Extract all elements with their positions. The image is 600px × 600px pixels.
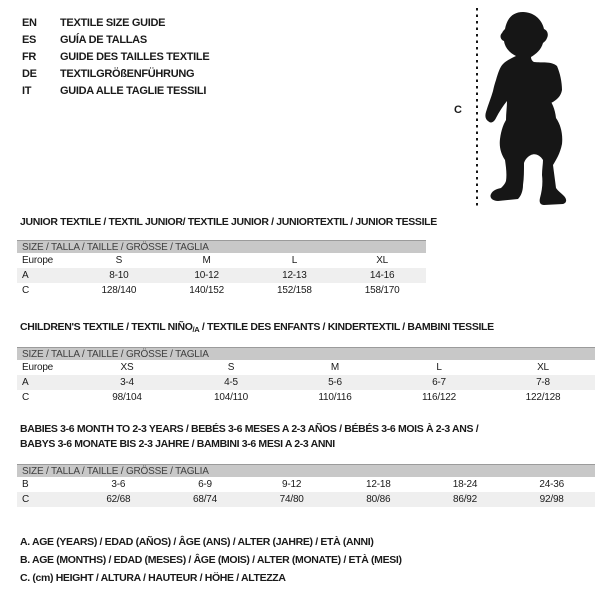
language-label: GUIDA ALLE TAGLIE TESSILI xyxy=(60,84,207,97)
language-code: ES xyxy=(22,33,37,46)
table-cell: M xyxy=(202,255,211,266)
table-cell: 10-12 xyxy=(194,270,219,281)
table-cell: 98/104 xyxy=(112,392,142,403)
table-cell: 158/170 xyxy=(364,285,400,296)
children-title-text: / TEXTILE DES ENFANTS / KINDERTEXTIL / BAMBINI TESSILE xyxy=(199,321,494,333)
table-cell: 74/80 xyxy=(279,494,304,505)
language-label: GUÍA DE TALLAS xyxy=(60,33,147,46)
children-title-subscript: /A xyxy=(192,325,200,334)
table-cell: Europe xyxy=(22,362,54,373)
table-row xyxy=(17,268,426,283)
table-cell: 110/116 xyxy=(318,392,352,403)
table-cell: 5-6 xyxy=(328,377,342,388)
table-cell: 4-5 xyxy=(224,377,238,388)
table-cell: 116/122 xyxy=(421,392,456,403)
table-row xyxy=(17,375,595,390)
table-cell: 3-4 xyxy=(120,377,134,388)
table-cell: 6-7 xyxy=(432,377,446,388)
table-cell: L xyxy=(291,255,298,266)
language-label: TEXTILE SIZE GUIDE xyxy=(60,16,166,29)
table-cell: 9-12 xyxy=(282,479,302,490)
table-cell: S xyxy=(115,255,123,266)
table-cell: 18-24 xyxy=(452,479,478,490)
table-cell: 140/152 xyxy=(189,285,224,296)
table-cell: XS xyxy=(120,362,134,373)
height-measure-label: C xyxy=(454,104,462,116)
note-age-months: B. AGE (MONTHS) / EDAD (MESES) / ÂGE (MOIS) / ALTER (MONATE) / ETÀ (MESI) xyxy=(20,554,402,566)
junior-size-table xyxy=(17,240,426,298)
table-cell: A xyxy=(22,377,29,388)
table-cell: 104/110 xyxy=(213,392,248,403)
table-cell: 86/92 xyxy=(452,494,477,505)
table-cell: 24-36 xyxy=(539,479,564,490)
note-age-years: A. AGE (YEARS) / EDAD (AÑOS) / ÂGE (ANS) / ALTER (JAHRE) / ETÀ (ANNI) xyxy=(20,536,374,548)
table-row xyxy=(17,477,595,492)
table-cell: L xyxy=(436,362,442,373)
table-cell: 122/128 xyxy=(525,392,561,403)
table-cell: 3-6 xyxy=(111,479,126,490)
table-cell: 128/140 xyxy=(101,285,137,296)
table-cell: 68/74 xyxy=(192,494,217,505)
language-row-de xyxy=(22,65,209,82)
table-cell: 14-16 xyxy=(369,270,395,281)
language-list xyxy=(22,14,209,99)
language-label: GUIDE DES TAILLES TEXTILE xyxy=(60,50,210,63)
children-size-table xyxy=(17,347,595,405)
table-cell: Europe xyxy=(22,255,54,266)
table-row xyxy=(17,360,595,375)
table-cell: 8-10 xyxy=(109,270,129,281)
table-cell: 12-13 xyxy=(282,270,307,281)
language-label: TEXTILGRÖßENFÜHRUNG xyxy=(60,67,195,80)
language-code: EN xyxy=(22,16,37,29)
table-cell: S xyxy=(227,362,235,373)
table-cell: A xyxy=(22,270,29,281)
table-row xyxy=(17,390,595,405)
note-height-cm: C. (cm) HEIGHT / ALTURA / HAUTEUR / HÖHE / ALTEZZA xyxy=(20,572,286,584)
babies-size-header-bar: SIZE / TALLA / TAILLE / GRÖSSE / TAGLIA xyxy=(17,464,595,477)
height-measure-dotted-line xyxy=(476,8,478,208)
table-row xyxy=(17,492,595,507)
table-cell: 12-18 xyxy=(366,479,391,490)
table-row xyxy=(17,253,426,268)
children-title-text: CHILDREN'S TEXTILE / TEXTIL NIÑO xyxy=(20,321,193,333)
table-cell: C xyxy=(22,392,30,403)
table-cell: B xyxy=(22,479,29,490)
table-cell: 80/86 xyxy=(366,494,391,505)
language-row-fr xyxy=(22,48,209,65)
table-cell: C xyxy=(22,285,30,296)
table-cell: 62/68 xyxy=(106,494,131,505)
legend-notes xyxy=(20,533,402,587)
baby-silhouette-icon xyxy=(483,8,583,208)
children-section-title xyxy=(20,321,494,334)
table-cell: 152/158 xyxy=(277,285,312,296)
language-row-it xyxy=(22,82,209,99)
children-size-header-bar: SIZE / TALLA / TAILLE / GRÖSSE / TAGLIA xyxy=(17,347,595,360)
junior-section-title: JUNIOR TEXTILE / TEXTIL JUNIOR/ TEXTILE JUNIOR / JUNIORTEXTIL / JUNIOR TESSILE xyxy=(20,216,437,228)
language-code: DE xyxy=(22,67,37,80)
babies-title-line1: BABIES 3-6 MONTH TO 2-3 YEARS / BEBÉS 3-6 MESES A 2-3 AÑOS / BÉBÉS 3-6 MOIS À 2-3 ANS / xyxy=(20,423,479,435)
table-cell: C xyxy=(22,494,30,505)
table-cell: 92/98 xyxy=(539,494,564,505)
language-code: IT xyxy=(22,84,32,97)
table-cell: XL xyxy=(376,255,389,266)
table-cell: 7-8 xyxy=(536,377,550,388)
language-row-es xyxy=(22,31,209,48)
table-row xyxy=(17,283,426,298)
babies-title-line2: BABYS 3-6 MONATE BIS 2-3 JAHRE / BAMBINI 3-6 MESI A 2-3 ANNI xyxy=(20,438,335,450)
table-cell: 6-9 xyxy=(198,479,212,490)
table-cell: M xyxy=(330,362,340,373)
babies-section-title xyxy=(20,422,478,452)
language-code: FR xyxy=(22,50,37,63)
language-row-en xyxy=(22,14,209,31)
babies-size-table xyxy=(17,464,595,507)
table-cell: XL xyxy=(537,362,549,373)
junior-size-header-bar: SIZE / TALLA / TAILLE / GRÖSSE / TAGLIA xyxy=(17,240,426,253)
